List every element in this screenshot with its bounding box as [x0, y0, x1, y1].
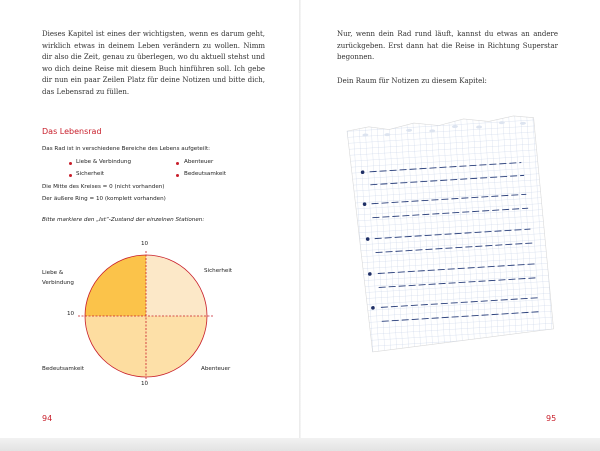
wheel-intro: Das Rad ist in verschiedene Bereiche des Lebens aufgeteilt: [42, 146, 211, 152]
left-intro-paragraph: Dieses Kapitel ist eines der wichtigsten, wenn es darum geht, wirklich etwas in deinem Leben verändern zu wollen. Nimm dir also die Zeit, genau zu überlegen, wo du aktuell stehst und wo dich deine Reise mit diesem Buch hinführen soll. Ich gebe dir nun ein paar Zeilen Platz für deine Notizen und bitte dich, das Lebensrad zu füllen. [42, 30, 265, 96]
notepad-illustration [335, 95, 565, 355]
area-significance: Bedeutsamkeit [184, 171, 227, 177]
page-bottom-shadow [0, 438, 600, 451]
section-title: Das Lebensrad [42, 127, 102, 136]
right-page-number: 95 [546, 414, 557, 423]
center-note: Die Mitte des Kreises = 0 (nicht vorhanden) [42, 184, 165, 190]
wheel-left-value: 10 [67, 311, 75, 317]
left-page-number: 94 [42, 414, 53, 423]
wheel-segment-security[interactable] [146, 255, 207, 316]
area-adventure: Abenteuer [184, 159, 214, 165]
outer-note: Der äußere Ring = 10 (komplett vorhanden) [42, 196, 166, 202]
wheel-bottom-value: 10 [141, 381, 149, 387]
wheel-label-adventure: Abenteuer [201, 366, 231, 372]
wheel-segment-love[interactable] [85, 255, 146, 316]
wheel-label-love: Liebe & Verbindung [42, 270, 74, 286]
area-security: Sicherheit [76, 171, 105, 177]
wheel-segment-significance[interactable] [85, 316, 146, 377]
notes-intro: Dein Raum für Notizen zu diesem Kapitel: [337, 77, 487, 85]
wheel-label-security: Sicherheit [204, 268, 233, 274]
wheel-segment-adventure[interactable] [146, 316, 207, 377]
wheel-label-significance: Bedeutsamkeit [42, 366, 85, 372]
wheel-top-value: 10 [141, 241, 149, 247]
notepad-grid [347, 114, 554, 352]
right-paragraph: Nur, wenn dein Rad rund läuft, kannst du etwas an andere zurückgeben. Erst dann hat die Reise in Richtung Superstar begonnen. [337, 30, 558, 62]
area-love: Liebe & Verbindung [76, 159, 131, 165]
instruction-text: Bitte markiere den „Ist“-Zustand der einzelnen Stationen: [42, 217, 205, 223]
